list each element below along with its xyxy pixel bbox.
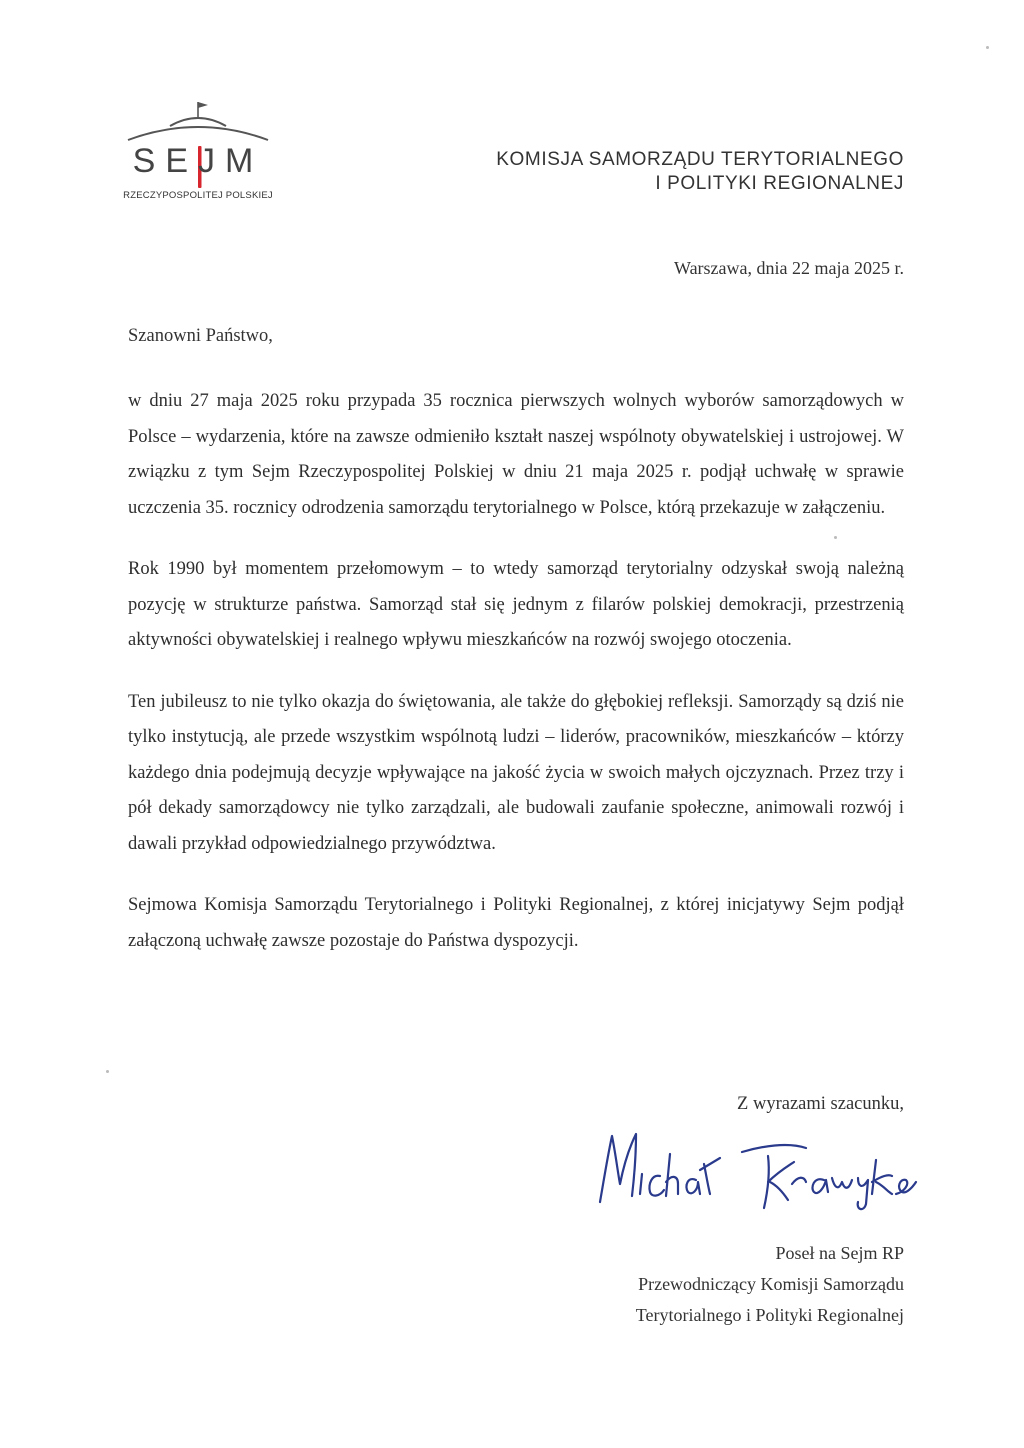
scan-speck: [106, 1070, 109, 1073]
signatory-role-line-2: Terytorialnego i Polityki Regionalnej: [635, 1305, 904, 1325]
signatory-title: Poseł na Sejm RP: [775, 1243, 904, 1263]
committee-line-2: I POLITYKI REGIONALNEJ: [655, 173, 904, 194]
paragraph-3: Ten jubileusz to nie tylko okazja do świętowania, ale także do głębokiej refleksji. Samorządy są dziś nie tylko instytucją, ale przede wszystkim wspólnotą ludzi – liderów, pracowników, mieszkańców – którzy każdego dnia podejmują decyzje wpływające na jakość życia w swoich małych ojczyznach. Przez trzy i pół dekady samorządowcy nie tylko zarządzali, ale budowali zaufanie społeczne, animowali rozwój i dawali przykład odpowiedzialnego przywództwa.: [128, 691, 904, 854]
handwritten-signature: [592, 1124, 932, 1214]
logo-wordmark: SEJM: [132, 142, 264, 180]
sejm-logo: [118, 96, 278, 208]
letter-date: Warszawa, dnia 22 maja 2025 r.: [674, 258, 904, 278]
logo-subtitle: RZECZYPOSPOLITEJ POLSKIEJ: [123, 190, 273, 201]
salutation: Szanowni Państwo,: [128, 326, 273, 346]
signatory-role-line-1: Przewodniczący Komisji Samorządu: [638, 1274, 904, 1294]
scan-speck: [986, 46, 989, 49]
letter-body: [128, 384, 904, 985]
paragraph-4: Sejmowa Komisja Samorządu Terytorialnego i Polityki Regionalnej, z której inicjatywy Sejm podjął załączoną uchwałę zawsze pozostaje do Państwa dyspozycji.: [128, 895, 904, 951]
closing-phrase: Z wyrazami szacunku,: [737, 1094, 904, 1114]
paragraph-2: Rok 1990 był momentem przełomowym – to wtedy samorząd terytorialny odzyskał swoją należną pozycję w strukturze państwa. Samorząd stał się jednym z filarów polskiej demokracji, przestrzenią aktywności obywatelskiej i realnego wpływu mieszkańców na rozwój swojego otoczenia.: [128, 559, 904, 650]
signatory-block: [636, 1238, 904, 1331]
paragraph-1: w dniu 27 maja 2025 roku przypada 35 rocznica pierwszych wolnych wyborów samorządowych w Polsce – wydarzenia, które na zawsze odmieniło kształt naszej wspólnoty obywatelskiej i ustrojowej. W związku z tym Sejm Rzeczypospolitej Polskiej w dniu 21 maja 2025 r. podjął uchwałę w sprawie uczczenia 35. rocznicy odrodzenia samorządu terytorialnego w Polsce, którą przekazuje w załączeniu.: [128, 391, 904, 518]
scan-speck: [834, 536, 837, 539]
committee-header: [496, 148, 904, 196]
committee-line-1: KOMISJA SAMORZĄDU TERYTORIALNEGO: [496, 149, 904, 170]
